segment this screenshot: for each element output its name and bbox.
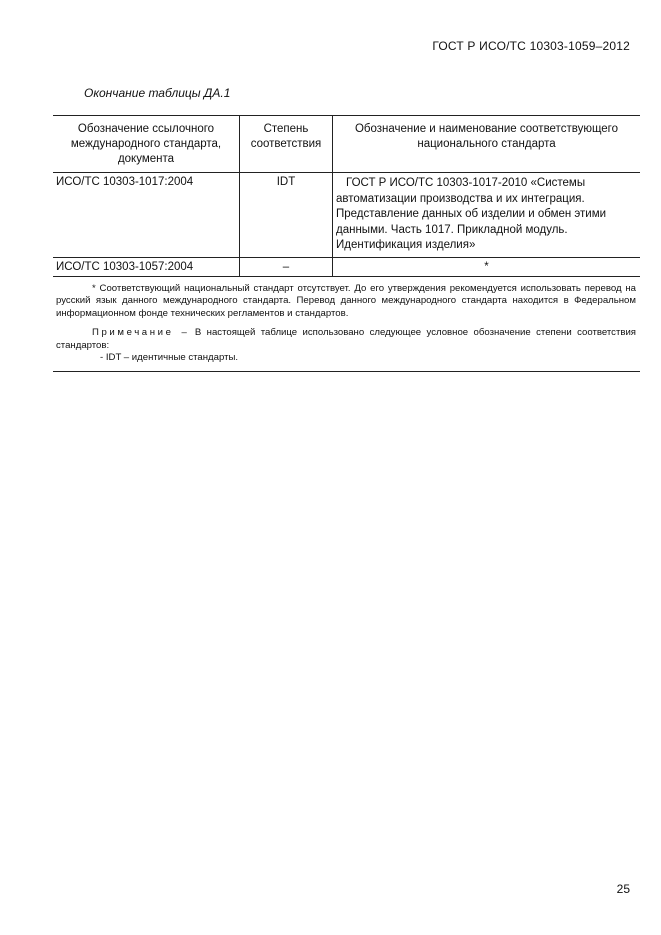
page-number: 25 bbox=[616, 882, 630, 896]
column-header-degree: Степень соответствия bbox=[240, 116, 333, 173]
column-header-ref: Обозначение ссылочного международного стандарта, документа bbox=[53, 116, 240, 173]
degree-cell: IDT bbox=[240, 173, 333, 258]
footnotes-row bbox=[53, 276, 640, 371]
table-row bbox=[53, 257, 640, 276]
note-text: В настоящей таблице использовано следующее условное обозначение степени соответствия стандартов: bbox=[56, 327, 636, 351]
reference-table bbox=[53, 115, 640, 372]
degree-cell: – bbox=[240, 257, 333, 276]
ref-cell: ИСО/ТС 10303-1017:2004 bbox=[53, 173, 240, 258]
table-caption: Окончание таблицы ДА.1 bbox=[84, 86, 231, 100]
document-code: ГОСТ Р ИСО/ТС 10303-1059–2012 bbox=[432, 39, 630, 53]
table-row bbox=[53, 173, 640, 258]
national-text: ГОСТ Р ИСО/ТС 10303-1017-2010 «Системы автоматизации производства и их интеграция. Представление данных об изделии и обмен этими данными. Часть 1017. Прикладной модуль. Идентификация изделия» bbox=[336, 177, 607, 251]
table-note bbox=[56, 327, 636, 352]
footnotes-cell bbox=[53, 276, 640, 371]
table-header-row bbox=[53, 116, 640, 173]
note-label: Примечание – bbox=[92, 327, 190, 338]
national-cell: * bbox=[333, 257, 641, 276]
footnote-star: * Соответствующий национальный стандарт отсутствует. До его утверждения рекомендуется использовать перевод на русский язык данного международного стандарта. Перевод данного международного стандарта находится в Федеральном информационном фонде технических регламентов и стандартов. bbox=[56, 282, 636, 319]
national-cell bbox=[333, 173, 641, 258]
column-header-national: Обозначение и наименование соответствующего национального стандарта bbox=[333, 116, 641, 173]
note-item: - IDT – идентичные стандарты. bbox=[100, 352, 239, 363]
ref-cell: ИСО/ТС 10303-1057:2004 bbox=[53, 257, 240, 276]
